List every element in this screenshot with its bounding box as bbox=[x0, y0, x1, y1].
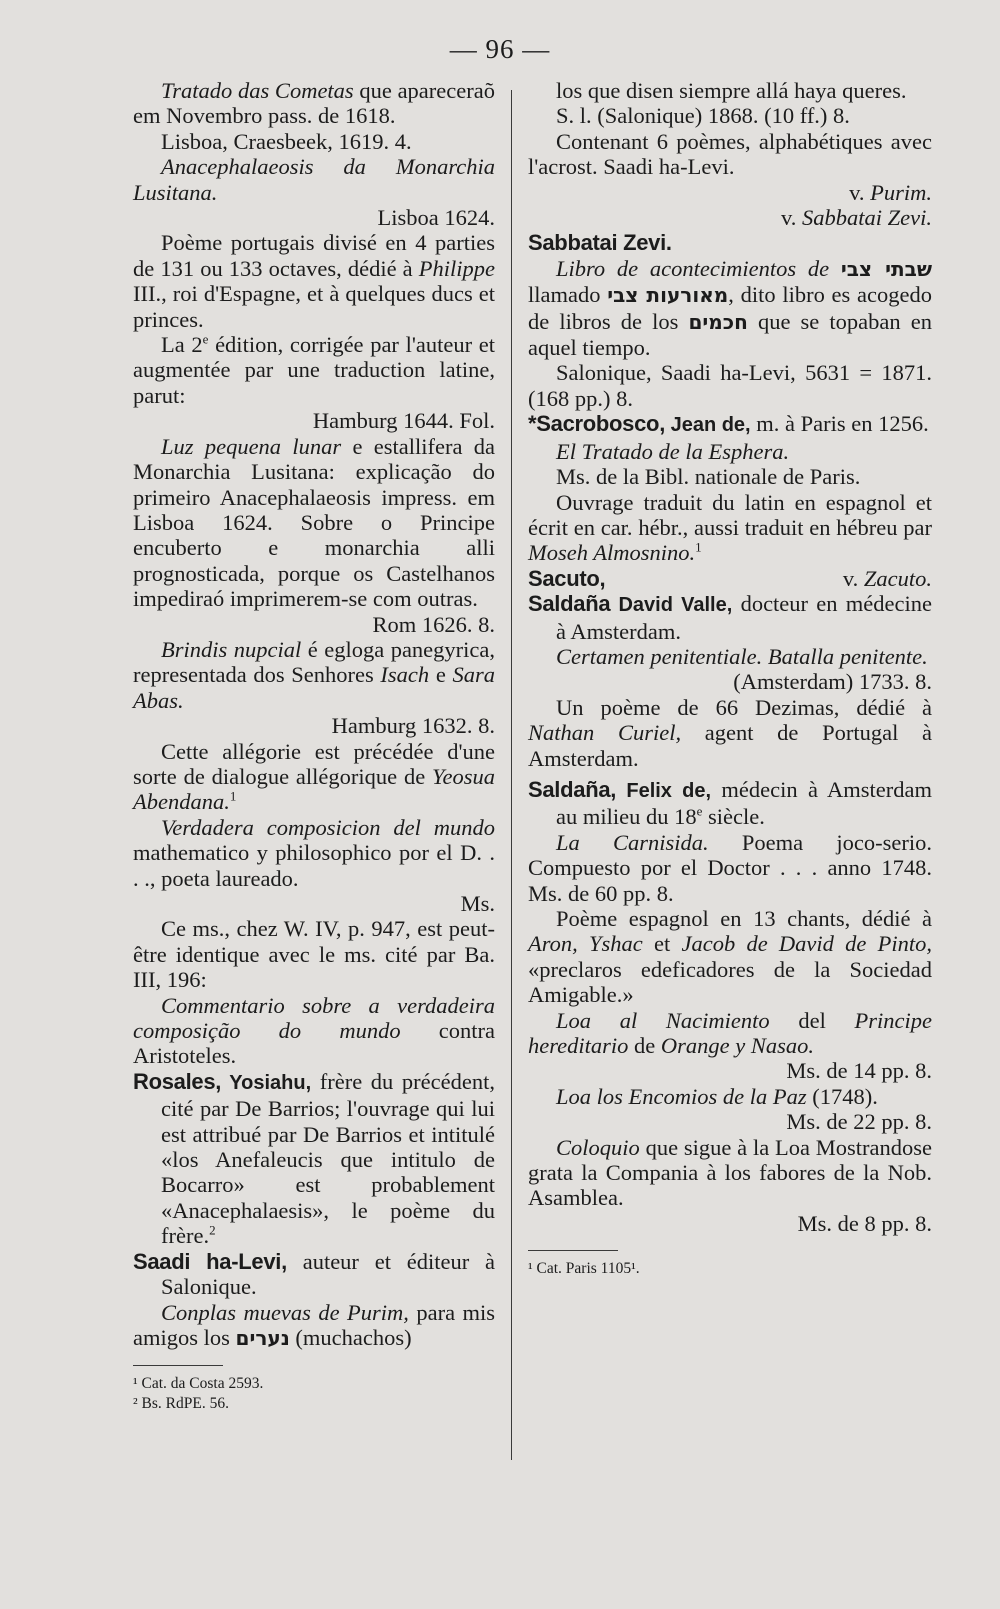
entry-sabbatai-zevi bbox=[528, 230, 932, 255]
left-column bbox=[133, 78, 495, 1414]
note-ce-ms: Ce ms., chez W. IV, p. 947, est peut-être identique avec le ms. cité par Ba. III, 196: bbox=[133, 916, 495, 993]
note-poeme-espagnol: Poème espagnol en 13 chants, dédié à Aron, Yshac et Jacob de David de Pinto, «preclaros edeficadores de la Sociedad Amigable.» bbox=[528, 906, 932, 1008]
ms-22-pp: Ms. de 22 pp. 8. bbox=[786, 1109, 932, 1135]
entry-libro-acontecimientos: Libro de acontecimientos de שבתי צבי llamado מאורעות צבי, dito libro es acogedo de libros de los חכמים que se topaban en aquel tiempo. bbox=[528, 255, 932, 361]
imprint-amsterdam-1733: (Amsterdam) 1733. 8. bbox=[733, 669, 932, 695]
author-name: Saldaña bbox=[528, 591, 611, 617]
imprint-hamburg-1632: Hamburg 1632. 8. bbox=[331, 713, 495, 739]
author-name: Saadi ha-Levi, bbox=[133, 1248, 287, 1274]
footnote-2: ² Bs. RdPE. 56. bbox=[133, 1395, 229, 1413]
column-divider bbox=[511, 90, 512, 1460]
ms-8-pp: Ms. de 8 pp. 8. bbox=[797, 1210, 932, 1236]
see-purim: v. Purim. bbox=[849, 179, 932, 205]
entry-sacuto: Sacuto, v. Zacuto. bbox=[528, 565, 932, 591]
entry-brindis-nupcial: Brindis nupcial é egloga panegyrica, representada dos Senhores Isach e Sara Abas. bbox=[133, 636, 496, 713]
entry-sacrobosco: *Sacrobosco, Jean de, m. à Paris en 1256. bbox=[528, 411, 929, 437]
title-coloquio: Coloquio que sigue à la Loa Mostrandose grata la Compania à los fabores de la Nob. Asamblea. bbox=[528, 1134, 932, 1211]
entry-luz-pequena: Luz pequena lunar e estallifera da Monarchia Lusitana: explicação do primeiro Anacephalaeosis impress. em Lisboa 1624. Sobre o Principe encuberto e monarchia alli prognosticada, porque os Castelhanos impediraó imprimerem-se com outras. bbox=[133, 433, 496, 612]
note-contenant: Contenant 6 poèmes, alphabétiques avec l'acrost. Saadi ha-Levi. bbox=[528, 128, 932, 180]
entry-anacephalaeosis: Anacephalaeosis da Monarchia Lusitana. bbox=[133, 154, 495, 205]
page-number: — 96 — bbox=[449, 34, 551, 64]
author-name: Sacuto, bbox=[528, 565, 606, 591]
footnote-1: ¹ Cat. da Costa 2593. bbox=[133, 1375, 264, 1393]
ms-14-pp: Ms. de 14 pp. 8. bbox=[786, 1058, 932, 1084]
author-name: *Sacrobosco, bbox=[528, 411, 666, 437]
imprint-rom-1626: Rom 1626. 8. bbox=[372, 611, 495, 637]
see-sabbatai: v. Sabbatai Zevi. bbox=[780, 205, 932, 231]
entry-conplas: Conplas muevas de Purim, para mis amigos los נערים (muchachos) bbox=[133, 1299, 495, 1350]
imprint-hamburg-1644: Hamburg 1644. Fol. bbox=[312, 408, 495, 434]
entry-commentario: Commentario sobre a verdadeira composição do mundo contra Aristoteles. bbox=[133, 992, 495, 1069]
footnote-1: ¹ Cat. Paris 1105¹. bbox=[528, 1260, 640, 1278]
imprint-salonique-1868: S. l. (Salonique) 1868. (10 ff.) 8. bbox=[556, 103, 850, 129]
title-loa-encomios: Loa los Encomios de la Paz (1748). bbox=[556, 1083, 878, 1109]
author-name: Saldaña, bbox=[528, 776, 617, 802]
ms-label: Ms. bbox=[460, 891, 495, 916]
note-ouvrage-traduit: Ouvrage traduit du latin en espagnol et écrit en car. hébr., aussi traduit en hébreu par Moseh Almosnino.$^1$ bbox=[528, 489, 932, 566]
imprint-salonique-5631: Salonique, Saadi ha-Levi, 5631 = 1871. (168 pp.) 8. bbox=[528, 360, 932, 411]
entry-tratado-cometas: Tratado das Cometas que apareceraõ em Novembro pass. de 1618. bbox=[133, 78, 495, 129]
note-poeme-portugais: Poème portugais divisé en 4 parties de 131 ou 133 octaves, dédié à Philippe III., roi d'Espagne, et à quelques ducs et princes. bbox=[133, 230, 495, 332]
title-tratado-esphera: El Tratado de la Esphera. bbox=[556, 438, 790, 464]
right-column bbox=[528, 78, 932, 1279]
title-carnisida: La Carnisida. Poema joco-serio. Compuesto por el Doctor . . . anno 1748. Ms. de 60 pp. 8. bbox=[528, 829, 932, 906]
note-ms-bibl: Ms. de la Bibl. nationale de Paris. bbox=[556, 464, 861, 490]
entry-rosales: Rosales, Yosiahu, frère du précédent, cité par De Barrios; l'ouvrage qui lui est attribué par De Barrios et intitulé «los Anefaleucis que intitulo de Bocarro» est probablement «Anacephalaesis», le poème du frère.$^2$ bbox=[133, 1068, 495, 1249]
footnote-rule bbox=[133, 1365, 223, 1366]
note-allegorie: Cette allégorie est précédée d'une sorte de dialogue allégorique de Yeosua Abendana.$^1$ bbox=[133, 738, 495, 815]
imprint-lisboa-1624: Lisboa 1624. bbox=[377, 205, 495, 231]
entry-saldana-felix: Saldaña, Felix de, médecin à Amsterdam au milieu du 18e siècle. bbox=[528, 776, 933, 830]
continuation-los-que: los que disen siempre allá haya queres. bbox=[556, 78, 907, 103]
imprint-lisboa-1619: Lisboa, Craesbeek, 1619. 4. bbox=[161, 128, 412, 154]
note-2e-edition: La 2e édition, corrigée par l'auteur et augmentée par une traduction latine, parut: bbox=[133, 331, 495, 408]
entry-saldana-david: Saldaña David Valle, docteur en médecine à Amsterdam. bbox=[528, 591, 932, 644]
title-certamen: Certamen penitentiale. Batalla penitente. bbox=[556, 643, 928, 669]
author-name: Sabbatai Zevi. bbox=[528, 230, 672, 256]
footnote-rule bbox=[528, 1250, 618, 1251]
entry-verdadera-composicion: Verdadera composicion del mundo mathematico y philosophico por el D. . . ., poeta laureado. bbox=[133, 814, 495, 891]
entry-saadi-ha-levi: Saadi ha-Levi, auteur et éditeur à Salonique. bbox=[133, 1248, 495, 1300]
author-name: Rosales, bbox=[133, 1068, 222, 1094]
note-un-poeme: Un poème de 66 Dezimas, dédié à Nathan Curiel, agent de Portugal à Amsterdam. bbox=[528, 694, 932, 771]
title-loa-nacimiento: Loa al Nacimiento del Principe hereditario de Orange y Nasao. bbox=[528, 1007, 932, 1059]
